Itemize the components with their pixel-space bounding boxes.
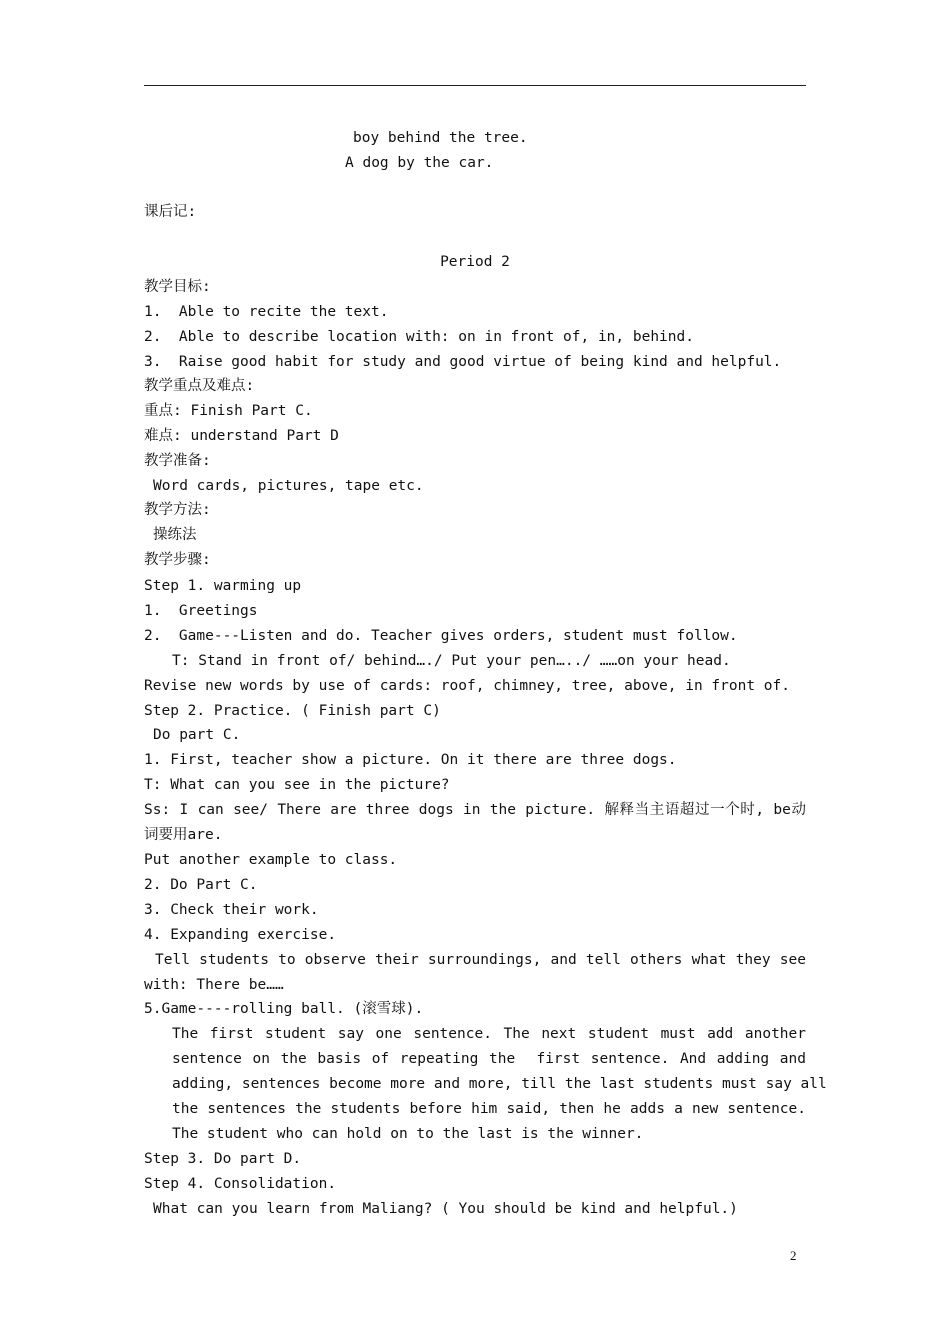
text-line: 难点: understand Part D: [144, 428, 339, 444]
section-heading: 教学目标:: [144, 279, 211, 295]
header-rule: [144, 85, 806, 86]
text-line: Do part C.: [153, 727, 241, 743]
step-heading: Step 4. Consolidation.: [144, 1176, 337, 1192]
text-line: adding, sentences become more and more, till the last students must say all: [172, 1076, 827, 1092]
text-line: The first student say one sentence. The next student must add another: [172, 1026, 806, 1042]
text-line: sentence on the basis of repeating the first sentence. And adding and: [172, 1051, 806, 1067]
text-line: Word cards, pictures, tape etc.: [153, 478, 424, 494]
text-line: The student who can hold on to the last is the winner.: [172, 1126, 644, 1142]
text-line: with: There be……: [144, 977, 284, 993]
text-line: 1. Able to recite the text.: [144, 304, 389, 320]
section-heading: 教学准备:: [144, 453, 211, 469]
text-line: 2. Do Part C.: [144, 877, 258, 893]
section-heading: 教学重点及难点:: [144, 378, 255, 394]
text-line: 重点: Finish Part C.: [144, 403, 313, 419]
text-line: 2. Game---Listen and do. Teacher gives orders, student must follow.: [144, 628, 738, 644]
period-title: Period 2: [440, 254, 510, 270]
text-line: T: What can you see in the picture?: [144, 777, 450, 793]
text-line: 操练法: [153, 527, 197, 543]
text-line: 5.Game----rolling ball. (滚雪球).: [144, 1001, 424, 1017]
text-line: A dog by the car.: [345, 155, 494, 171]
text-line: 1. First, teacher show a picture. On it there are three dogs.: [144, 752, 677, 768]
text-line: 1. Greetings: [144, 603, 258, 619]
section-heading: 教学方法:: [144, 502, 211, 518]
text-line: boy behind the tree.: [353, 130, 528, 146]
page-number: 2: [790, 1248, 797, 1263]
text-line: Put another example to class.: [144, 852, 398, 868]
text-line: the sentences the students before him said, then he adds a new sentence.: [172, 1101, 806, 1117]
text-line: 4. Expanding exercise.: [144, 927, 337, 943]
text-line: Ss: I can see/ There are three dogs in the picture. 解释当主语超过一个时, be动: [144, 802, 806, 818]
text-line: Tell students to observe their surroundings, and tell others what they see: [155, 952, 806, 968]
step-heading: Step 1. warming up: [144, 578, 302, 594]
text-line: 2. Able to describe location with: on in front of, in, behind.: [144, 329, 694, 345]
text-line: 词要用are.: [144, 827, 223, 843]
text-line: T: Stand in front of/ behind…./ Put your pen…../ ……on your head.: [172, 653, 731, 669]
text-line: 3. Check their work.: [144, 902, 319, 918]
step-heading: Step 3. Do part D.: [144, 1151, 302, 1167]
section-heading: 教学步骤:: [144, 552, 211, 568]
text-line: Revise new words by use of cards: roof, chimney, tree, above, in front of.: [144, 678, 791, 694]
text-line: 3. Raise good habit for study and good virtue of being kind and helpful.: [144, 354, 782, 370]
notes-heading: 课后记:: [144, 204, 197, 220]
step-heading: Step 2. Practice. ( Finish part C): [144, 703, 441, 719]
text-line: What can you learn from Maliang? ( You should be kind and helpful.): [153, 1201, 738, 1217]
